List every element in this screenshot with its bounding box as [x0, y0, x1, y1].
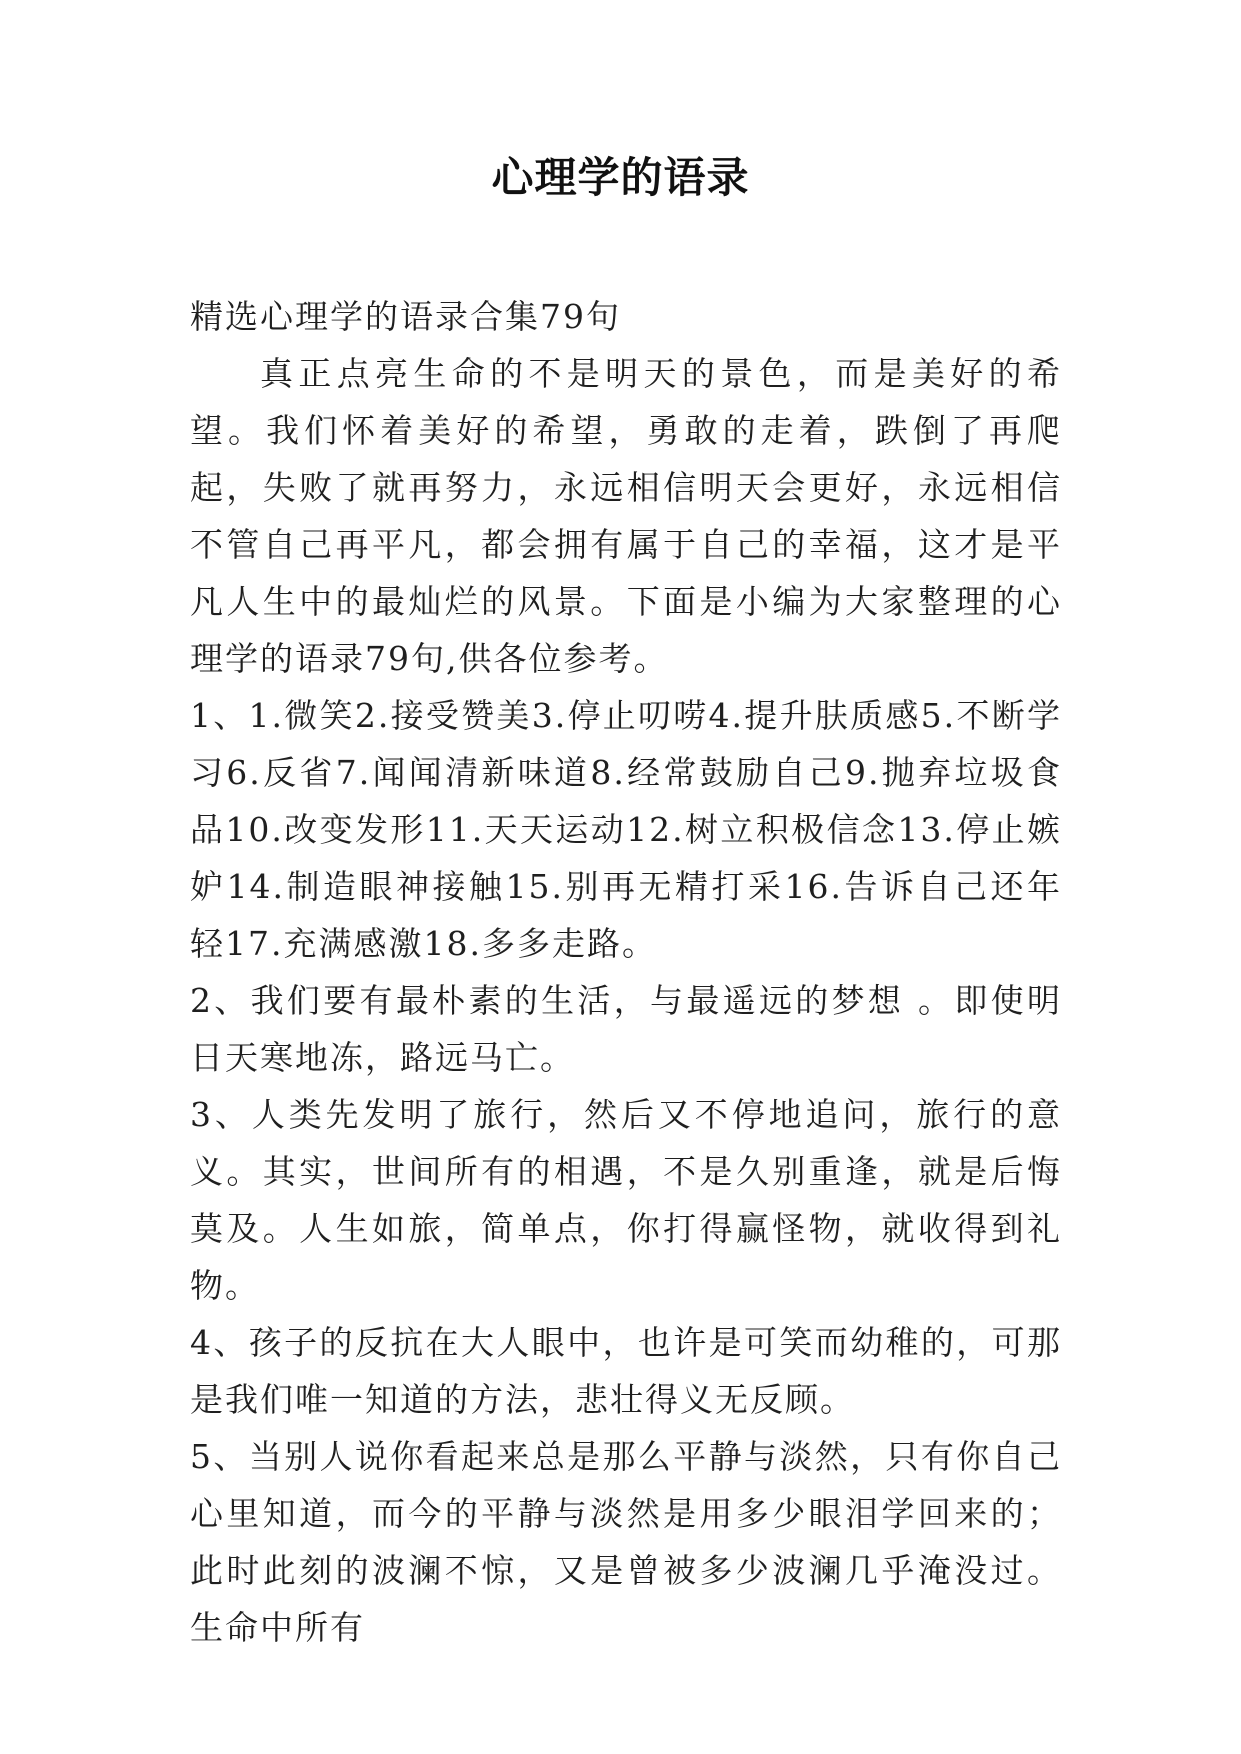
intro-paragraph: 真正点亮生命的不是明天的景色，而是美好的希望。我们怀着美好的希望，勇敢的走着，跌倒了再爬起，失败了就再努力，永远相信明天会更好，永远相信不管自己再平凡，都会拥有属于自己的幸福，这才是平凡人生中的最灿烂的风景。下面是小编为大家整理的心理学的语录79句,供各位参考。 [190, 354, 1062, 678]
list-item: 5、当别人说你看起来总是那么平静与淡然，只有你自己心里知道，而今的平静与淡然是用多少眼泪学回来的；此时此刻的波澜不惊，又是曾被多少波澜几乎淹没过。生命中所有 [190, 1437, 1062, 1647]
list-item: 2、我们要有最朴素的生活，与最遥远的梦想 。即使明日天寒地冻，路远马亡。 [190, 981, 1062, 1077]
document-body [190, 288, 1062, 1656]
list-item: 1、1.微笑2.接受赞美3.停止叨唠4.提升肤质感5.不断学习6.反省7.闻闻清新味道8.经常鼓励自己9.抛弃垃圾食品10.改变发形11.天天运动12.树立积极信念13.停止嫉妒14.制造眼神接触15.别再无精打采16.告诉自己还年轻17.充满感激18.多多走路。 [190, 696, 1062, 963]
list-item: 4、孩子的反抗在大人眼中，也许是可笑而幼稚的，可那是我们唯一知道的方法，悲壮得义无反顾。 [190, 1323, 1062, 1419]
document-title: 心理学的语录 [491, 153, 750, 202]
list-item: 3、人类先发明了旅行，然后又不停地追问，旅行的意义。其实，世间所有的相遇，不是久别重逢，就是后悔莫及。人生如旅，简单点，你打得赢怪物，就收得到礼物。 [190, 1095, 1062, 1305]
document-subtitle: 精选心理学的语录合集79句 [190, 297, 621, 336]
